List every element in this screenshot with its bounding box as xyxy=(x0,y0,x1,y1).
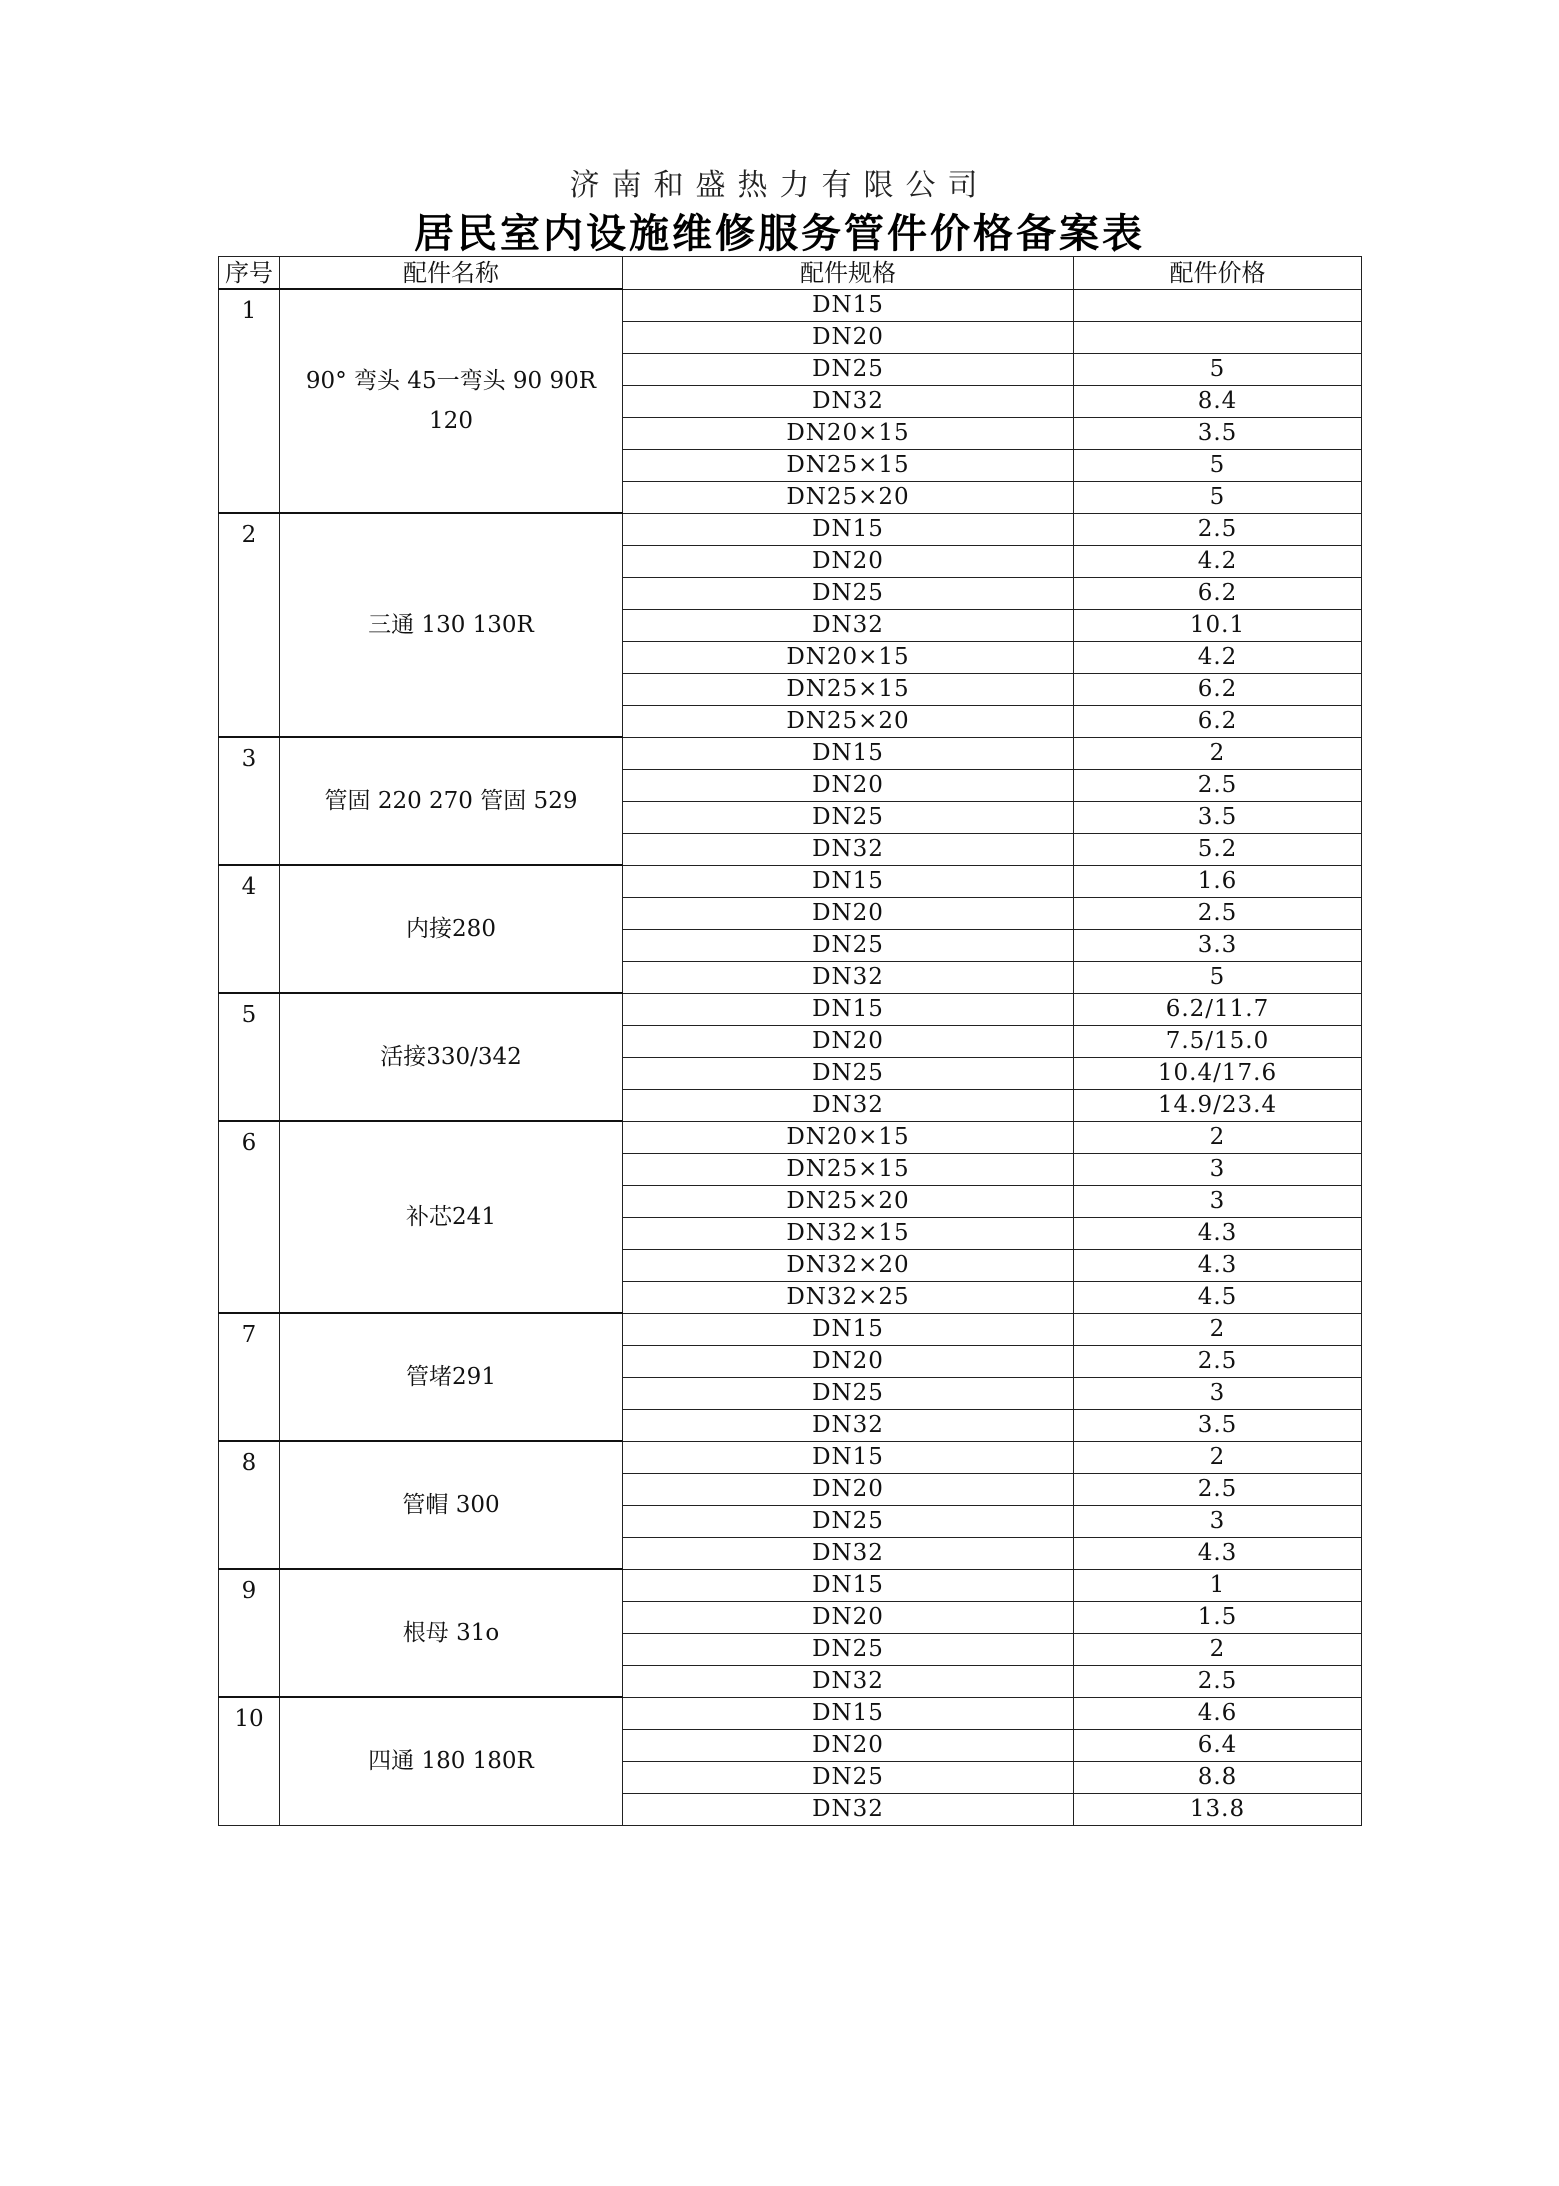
part-spec: DN32 xyxy=(623,385,1074,417)
part-price: 2 xyxy=(1074,1121,1362,1153)
row-seq: 3 xyxy=(219,737,280,865)
part-price: 6.2 xyxy=(1074,705,1362,737)
table-row xyxy=(219,513,1362,545)
part-price: 5 xyxy=(1074,353,1362,385)
table-row xyxy=(219,865,1362,897)
part-price: 1.6 xyxy=(1074,865,1362,897)
part-name: 管帽 300 xyxy=(280,1441,623,1569)
row-seq: 10 xyxy=(219,1697,280,1825)
part-spec: DN25×20 xyxy=(623,1185,1074,1217)
part-price: 4.2 xyxy=(1074,545,1362,577)
part-spec: DN32×15 xyxy=(623,1217,1074,1249)
part-name: 管固 220 270 管固 529 xyxy=(280,737,623,865)
part-price: 2 xyxy=(1074,1441,1362,1473)
part-spec: DN20×15 xyxy=(623,641,1074,673)
part-price: 5 xyxy=(1074,961,1362,993)
part-price: 4.6 xyxy=(1074,1697,1362,1729)
part-spec: DN15 xyxy=(623,1569,1074,1601)
document-title: 居民室内设施维修服务管件价格备案表 xyxy=(414,211,1145,257)
part-name: 三通 130 130R xyxy=(280,513,623,737)
part-spec: DN20 xyxy=(623,1473,1074,1505)
part-price: 3.5 xyxy=(1074,1409,1362,1441)
part-price: 10.4/17.6 xyxy=(1074,1057,1362,1089)
row-seq: 5 xyxy=(219,993,280,1121)
company-name: 济南和盛热力有限公司 xyxy=(569,168,990,203)
part-price: 5.2 xyxy=(1074,833,1362,865)
part-spec: DN20 xyxy=(623,897,1074,929)
part-spec: DN32×25 xyxy=(623,1281,1074,1313)
part-spec: DN20 xyxy=(623,1601,1074,1633)
part-spec: DN20×15 xyxy=(623,1121,1074,1153)
header-seq: 序号 xyxy=(219,257,280,290)
part-price: 3 xyxy=(1074,1505,1362,1537)
part-price: 6.2 xyxy=(1074,577,1362,609)
row-seq: 1 xyxy=(219,289,280,513)
part-price: 3.5 xyxy=(1074,801,1362,833)
part-price: 2.5 xyxy=(1074,1473,1362,1505)
part-spec: DN20 xyxy=(623,1025,1074,1057)
table-row xyxy=(219,1697,1362,1729)
table-row xyxy=(219,1121,1362,1153)
part-spec: DN32×20 xyxy=(623,1249,1074,1281)
part-price: 3.3 xyxy=(1074,929,1362,961)
part-price: 14.9/23.4 xyxy=(1074,1089,1362,1121)
part-spec: DN20 xyxy=(623,545,1074,577)
part-price: 2 xyxy=(1074,737,1362,769)
part-spec: DN25 xyxy=(623,1057,1074,1089)
row-seq: 8 xyxy=(219,1441,280,1569)
part-price: 3.5 xyxy=(1074,417,1362,449)
header-part-spec: 配件规格 xyxy=(623,257,1074,290)
part-spec: DN25×20 xyxy=(623,705,1074,737)
row-seq: 6 xyxy=(219,1121,280,1313)
part-spec: DN20×15 xyxy=(623,417,1074,449)
part-spec: DN32 xyxy=(623,1537,1074,1569)
part-price: 4.3 xyxy=(1074,1249,1362,1281)
part-spec: DN15 xyxy=(623,513,1074,545)
table-row xyxy=(219,1313,1362,1345)
part-name: 四通 180 180R xyxy=(280,1697,623,1825)
part-name: 补芯241 xyxy=(280,1121,623,1313)
part-price: 5 xyxy=(1074,481,1362,513)
table-row xyxy=(219,993,1362,1025)
part-price: 1.5 xyxy=(1074,1601,1362,1633)
part-spec: DN32 xyxy=(623,1793,1074,1825)
part-spec: DN15 xyxy=(623,865,1074,897)
part-price: 8.4 xyxy=(1074,385,1362,417)
part-name: 根母 31o xyxy=(280,1569,623,1697)
part-spec: DN15 xyxy=(623,1697,1074,1729)
part-price: 2.5 xyxy=(1074,1665,1362,1697)
part-price: 2.5 xyxy=(1074,513,1362,545)
part-spec: DN25×15 xyxy=(623,1153,1074,1185)
part-price: 5 xyxy=(1074,449,1362,481)
part-spec: DN32 xyxy=(623,609,1074,641)
part-spec: DN25 xyxy=(623,1377,1074,1409)
part-price: 6.2 xyxy=(1074,673,1362,705)
part-spec: DN20 xyxy=(623,321,1074,353)
header-part-price: 配件价格 xyxy=(1074,257,1362,290)
table-row xyxy=(219,1441,1362,1473)
part-spec: DN25 xyxy=(623,1761,1074,1793)
part-price: 4.2 xyxy=(1074,641,1362,673)
part-spec: DN32 xyxy=(623,1665,1074,1697)
part-price: 6.2/11.7 xyxy=(1074,993,1362,1025)
part-price: 2.5 xyxy=(1074,897,1362,929)
part-name: 内接280 xyxy=(280,865,623,993)
part-price: 2.5 xyxy=(1074,769,1362,801)
part-spec: DN25 xyxy=(623,1633,1074,1665)
table-row xyxy=(219,289,1362,321)
part-spec: DN25×20 xyxy=(623,481,1074,513)
part-price: 8.8 xyxy=(1074,1761,1362,1793)
part-spec: DN15 xyxy=(623,737,1074,769)
part-spec: DN25 xyxy=(623,801,1074,833)
header-part-name: 配件名称 xyxy=(280,257,623,290)
part-spec: DN32 xyxy=(623,961,1074,993)
part-spec: DN15 xyxy=(623,1441,1074,1473)
part-price: 6.4 xyxy=(1074,1729,1362,1761)
row-seq: 9 xyxy=(219,1569,280,1697)
part-spec: DN15 xyxy=(623,1313,1074,1345)
part-price: 2.5 xyxy=(1074,1345,1362,1377)
part-spec: DN25 xyxy=(623,1505,1074,1537)
part-price: 4.3 xyxy=(1074,1537,1362,1569)
part-price: 3 xyxy=(1074,1185,1362,1217)
price-table-body xyxy=(219,289,1362,1825)
part-price: 4.5 xyxy=(1074,1281,1362,1313)
part-spec: DN25 xyxy=(623,929,1074,961)
part-price xyxy=(1074,289,1362,321)
part-spec: DN15 xyxy=(623,289,1074,321)
part-spec: DN25 xyxy=(623,577,1074,609)
part-price: 2 xyxy=(1074,1633,1362,1665)
table-row xyxy=(219,1569,1362,1601)
part-name: 活接330/342 xyxy=(280,993,623,1121)
part-price: 13.8 xyxy=(1074,1793,1362,1825)
part-price: 3 xyxy=(1074,1377,1362,1409)
part-price: 3 xyxy=(1074,1153,1362,1185)
part-price xyxy=(1074,321,1362,353)
part-price: 1 xyxy=(1074,1569,1362,1601)
part-spec: DN25 xyxy=(623,353,1074,385)
row-seq: 4 xyxy=(219,865,280,993)
price-table xyxy=(218,256,1362,1826)
part-price: 7.5/15.0 xyxy=(1074,1025,1362,1057)
part-price: 10.1 xyxy=(1074,609,1362,641)
part-name: 管堵291 xyxy=(280,1313,623,1441)
part-spec: DN25×15 xyxy=(623,449,1074,481)
table-row xyxy=(219,737,1362,769)
part-spec: DN20 xyxy=(623,769,1074,801)
part-spec: DN32 xyxy=(623,1409,1074,1441)
part-spec: DN32 xyxy=(623,833,1074,865)
part-spec: DN25×15 xyxy=(623,673,1074,705)
part-spec: DN32 xyxy=(623,1089,1074,1121)
part-spec: DN15 xyxy=(623,993,1074,1025)
part-spec: DN20 xyxy=(623,1345,1074,1377)
part-spec: DN20 xyxy=(623,1729,1074,1761)
table-header-row xyxy=(219,257,1362,290)
row-seq: 2 xyxy=(219,513,280,737)
part-price: 2 xyxy=(1074,1313,1362,1345)
part-name: 90° 弯头 45一弯头 90 90R 120 xyxy=(280,289,623,513)
part-price: 4.3 xyxy=(1074,1217,1362,1249)
row-seq: 7 xyxy=(219,1313,280,1441)
